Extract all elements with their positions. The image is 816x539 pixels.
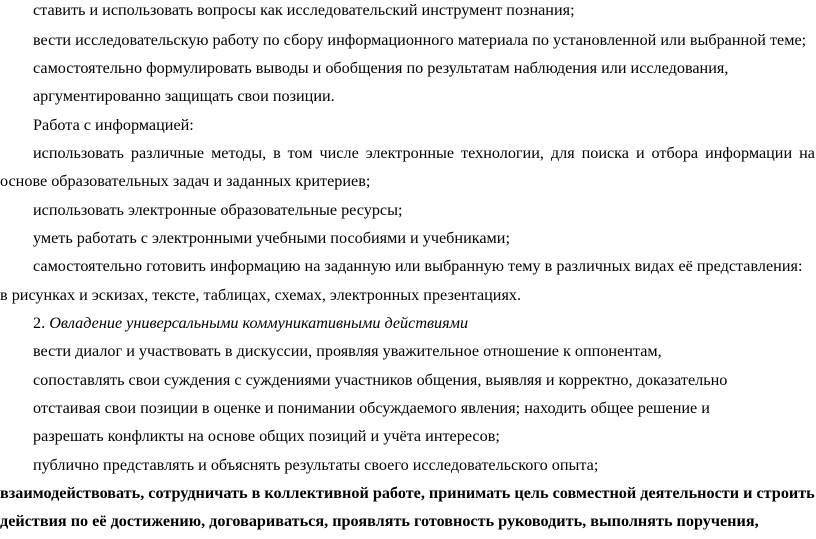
text-line-3: самостоятельно формулировать выводы и обобщения по результатам наблюдения или исследования, (33, 59, 729, 77)
text-line-6 (33, 143, 815, 163)
text-line-13: сопоставлять свои суждения с суждениями участников общения, выявляя и корректно, доказательно (33, 371, 728, 389)
text-line-16: публично представлять и объяснять результаты своего исследовательского опыта; (33, 456, 599, 474)
text-line-9: уметь работать с электронными учебными пособиями и учебниками; (33, 229, 510, 247)
text-line-18: действия по её достижению, договариваться, проявлять готовность руководить, выполнять поручения, (0, 512, 759, 530)
word: числе (319, 144, 359, 162)
section-title: Овладение универсальными коммуникативными действиями (49, 314, 469, 332)
text-line-10: самостоятельно готовить информацию на заданную или выбранную тему в различных видах её представления: (33, 257, 803, 275)
word: на (799, 144, 815, 162)
word: использовать (33, 144, 124, 162)
word: отбора (651, 144, 699, 162)
word: поиска (581, 144, 629, 162)
text-line-15: разрешать конфликты на основе общих позиций и учёта интересов; (33, 427, 500, 445)
text-line-7: основе образовательных задач и заданных критериев; (0, 172, 371, 190)
text-line-8: использовать электронные образовательные ресурсы; (33, 201, 403, 219)
word: электронные (365, 144, 455, 162)
word: методы, (211, 144, 267, 162)
section-heading (33, 313, 468, 333)
word: том (287, 144, 313, 162)
text-line-6-justified (33, 143, 815, 163)
word: и (635, 144, 645, 162)
text-line-17: взаимодействовать, сотрудничать в коллективной работе, принимать цель совместной деятельности и строить (0, 484, 815, 502)
word: в (273, 144, 281, 162)
text-line-4: аргументированно защищать свои позиции. (33, 87, 335, 105)
text-line-2: вести исследовательскую работу по сбору информационного материала по установленной или выбранной теме; (33, 31, 807, 49)
word: информации (705, 144, 793, 162)
word: различные (130, 144, 205, 162)
word: технологии, (461, 144, 544, 162)
text-line-1: ставить и использовать вопросы как исследовательский инструмент познания; (33, 1, 575, 19)
text-line-12: вести диалог и участвовать в дискуссии, проявляя уважительное отношение к оппонентам, (33, 342, 662, 360)
subheading-information: Работа с информацией: (33, 116, 194, 134)
word: для (550, 144, 575, 162)
text-line-11: в рисунках и эскизах, тексте, таблицах, схемах, электронных презентациях. (0, 286, 522, 304)
section-number: 2. (33, 314, 46, 332)
text-line-14: отстаивая свои позиции в оценке и понимании обсуждаемого явления; находить общее решение и (33, 399, 710, 417)
